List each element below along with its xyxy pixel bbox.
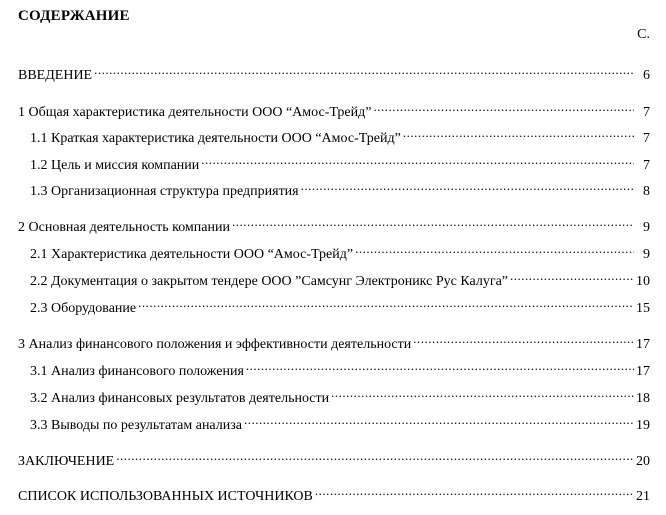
dot-leader xyxy=(232,213,634,231)
dot-leader xyxy=(373,98,634,116)
toc-entry-section-1-2[interactable] xyxy=(30,151,650,175)
toc-entry-page: 17 xyxy=(636,364,650,379)
toc-entry-label: 3 Анализ финансового положения и эффективности деятельности xyxy=(18,337,412,352)
toc-entry-label: 3.2 Анализ финансовых результатов деятельности xyxy=(30,391,330,406)
toc-entry-introduction[interactable] xyxy=(18,61,650,85)
toc-entry-conclusion[interactable] xyxy=(18,447,650,471)
dot-leader xyxy=(94,61,634,79)
dot-leader xyxy=(510,267,634,285)
toc-entry-label: 3.3 Выводы по результатам анализа xyxy=(30,418,242,433)
toc-entry-page: 8 xyxy=(643,184,650,199)
toc-entry-page: 18 xyxy=(636,391,650,406)
dot-leader xyxy=(301,177,634,195)
dot-leader xyxy=(116,447,634,465)
toc-entry-page: 6 xyxy=(643,68,650,83)
dot-leader xyxy=(246,357,634,375)
toc-entry-label: 1 Общая характеристика деятельности ООО “Амос-Трейд” xyxy=(18,105,372,120)
dot-leader xyxy=(244,411,634,429)
dot-leader xyxy=(413,330,634,348)
toc-entry-section-2-2[interactable] xyxy=(30,267,650,291)
toc-entry-section-2-1[interactable] xyxy=(30,240,650,264)
toc-entry-page: 9 xyxy=(643,220,650,235)
toc-entry-chapter-2[interactable] xyxy=(18,213,650,237)
toc-entry-label: 2.1 Характеристика деятельности ООО “Амос-Трейд” xyxy=(30,247,354,262)
toc-entry-chapter-1[interactable] xyxy=(18,98,650,122)
toc-entry-section-1-1[interactable] xyxy=(30,124,650,148)
page-column-label: С. xyxy=(637,27,650,42)
dot-leader xyxy=(355,240,634,258)
toc-entry-page: 19 xyxy=(636,418,650,433)
toc-entry-label: 3.1 Анализ финансового положения xyxy=(30,364,244,379)
toc-entry-page: 7 xyxy=(643,105,650,120)
toc-entry-section-3-3[interactable] xyxy=(30,411,650,435)
toc-entry-page: 17 xyxy=(636,337,650,352)
dot-leader xyxy=(201,151,634,169)
toc-entry-label: ВВЕДЕНИЕ xyxy=(18,68,93,83)
toc-entry-page: 9 xyxy=(643,247,650,262)
toc-entry-page: 21 xyxy=(636,489,650,504)
toc-entry-page: 10 xyxy=(636,274,650,289)
toc-entry-label: 1.3 Организационная структура предприятия xyxy=(30,184,299,199)
toc-entry-page: 7 xyxy=(643,158,650,173)
toc-entry-page: 20 xyxy=(636,454,650,469)
toc-entry-label: ЗАКЛЮЧЕНИЕ xyxy=(18,454,115,469)
toc-entry-label: 2.2 Документация о закрытом тендере ООО ”Самсунг Электроникс Рус Калуга” xyxy=(30,274,508,289)
toc-entry-section-3-1[interactable] xyxy=(30,357,650,381)
toc-entry-section-2-3[interactable] xyxy=(30,294,650,318)
toc-entry-references[interactable] xyxy=(18,482,650,506)
dot-leader xyxy=(315,482,634,500)
toc-entry-label: СПИСОК ИСПОЛЬЗОВАННЫХ ИСТОЧНИКОВ xyxy=(18,489,313,504)
page-title: СОДЕРЖАНИЕ xyxy=(18,8,130,24)
dot-leader xyxy=(138,294,634,312)
toc-entry-section-1-3[interactable] xyxy=(30,177,650,201)
toc-entry-label: 1.1 Краткая характеристика деятельности ООО “Амос-Трейд” xyxy=(30,131,401,146)
dot-leader xyxy=(331,384,634,402)
toc-entry-chapter-3[interactable] xyxy=(18,330,650,354)
toc-entry-section-3-2[interactable] xyxy=(30,384,650,408)
toc-entry-label: 2.3 Оборудование xyxy=(30,301,137,316)
toc-entry-page: 15 xyxy=(636,301,650,316)
toc-entry-label: 1.2 Цель и миссия компании xyxy=(30,158,200,173)
dot-leader xyxy=(403,124,634,142)
toc-entry-page: 7 xyxy=(643,131,650,146)
toc-entry-label: 2 Основная деятельность компании xyxy=(18,220,230,235)
